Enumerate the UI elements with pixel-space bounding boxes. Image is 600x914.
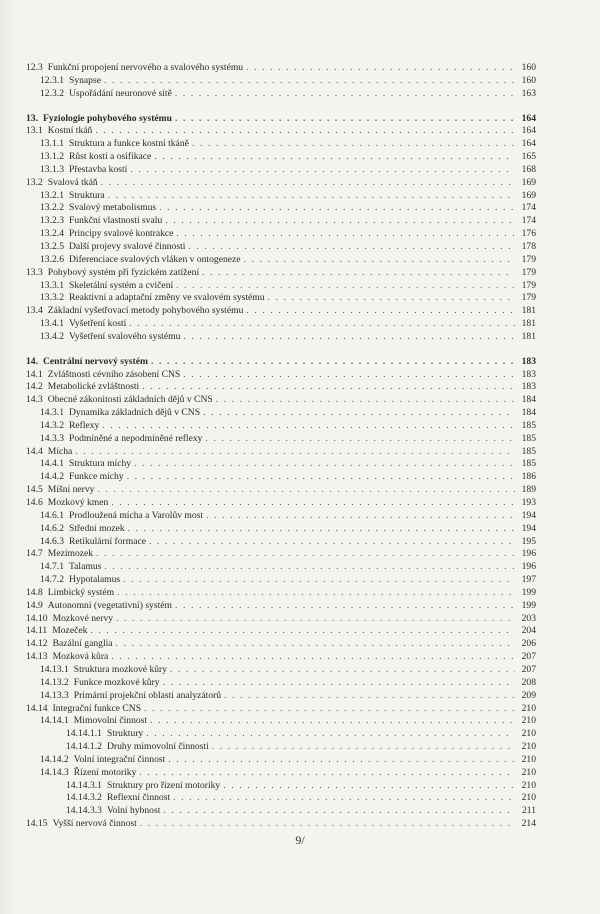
toc-entry-title: Struktura mozkové kůry <box>73 663 168 675</box>
toc-entry-number: 14.10 <box>26 612 48 624</box>
toc-entry-page: 164 <box>521 138 536 150</box>
dot-leader <box>104 561 515 574</box>
toc-entry-number: 14.5 <box>26 484 43 496</box>
toc-entry <box>26 318 536 331</box>
toc-entry <box>26 818 536 831</box>
toc-entry-page: 185 <box>521 445 536 457</box>
dot-leader <box>165 215 515 228</box>
toc-entry-number: 14.3.2 <box>40 419 64 431</box>
toc-entry-number: 12.3.1 <box>40 74 64 86</box>
dot-leader <box>144 703 515 716</box>
toc-entry <box>26 471 536 484</box>
toc-entry-number: 14.13.3 <box>40 689 69 701</box>
dot-leader <box>183 331 515 344</box>
toc-entry-number: 14.14.1 <box>40 715 69 727</box>
toc-entry-title: Dynamika základních dějů v CNS <box>68 407 201 419</box>
toc-entry <box>26 574 536 587</box>
toc-group-12 <box>26 62 536 101</box>
toc-entry <box>26 420 536 433</box>
toc-entry-page: 189 <box>521 484 536 496</box>
toc-entry <box>26 690 536 703</box>
toc-entry-number: 14.3.3 <box>40 432 64 444</box>
toc-entry-title: Základní vyšetřovací metody pohybového systému <box>47 305 244 317</box>
dot-leader <box>212 741 515 754</box>
toc-entry-page: 164 <box>521 112 536 124</box>
dot-leader <box>206 510 515 523</box>
toc-entry-page: 210 <box>521 702 536 714</box>
toc-entry-title: Struktura a funkce kostní tkáně <box>68 138 189 150</box>
toc-entry-number: 14.7 <box>26 548 43 560</box>
toc-entry <box>26 510 536 523</box>
dot-leader <box>192 138 515 151</box>
toc-entry-title: Volní hybnost <box>106 805 161 817</box>
toc-entry <box>26 613 536 626</box>
toc-entry-page: 178 <box>521 240 536 252</box>
toc-entry-title: Uspořádání neuronové sítě <box>68 87 172 99</box>
toc-entry <box>26 280 536 293</box>
toc-entry-number: 14.14.1.2 <box>66 741 102 753</box>
toc-entry <box>26 600 536 613</box>
dot-leader <box>129 318 515 331</box>
toc-entry-title: Mezimozek <box>47 548 94 560</box>
toc-entry-page: 210 <box>521 766 536 778</box>
toc-entry <box>26 703 536 716</box>
dot-leader <box>127 471 515 484</box>
toc-entry-title: Integrační funkce CNS <box>52 702 142 714</box>
dot-leader <box>97 484 515 497</box>
dot-leader <box>150 715 515 728</box>
toc-entry-page: 183 <box>521 381 536 393</box>
toc-entry-page: 206 <box>521 638 536 650</box>
toc-entry <box>26 407 536 420</box>
toc-entry <box>26 433 536 446</box>
toc-entry-number: 14.13.1 <box>40 663 69 675</box>
toc-entry <box>26 728 536 741</box>
toc-entry-title: Diferenciace svalových vláken v ontogeneze <box>68 253 241 265</box>
toc-entry <box>26 523 536 536</box>
dot-leader <box>175 88 515 101</box>
page-number: 9/ <box>295 833 305 847</box>
toc-entry-number: 13.1.1 <box>40 138 64 150</box>
toc-entry <box>26 241 536 254</box>
dot-leader <box>176 280 515 293</box>
toc-entry-title: Další projevy svalové činnosti <box>68 240 186 252</box>
toc-entry-page: 181 <box>521 330 536 342</box>
dot-leader <box>151 356 515 369</box>
toc-entry <box>26 805 536 818</box>
dot-leader <box>163 677 515 690</box>
toc-entry-page: 207 <box>521 651 536 663</box>
toc-entry <box>26 741 536 754</box>
toc-entry-number: 14.14.2 <box>40 753 69 765</box>
toc-entry-page: 185 <box>521 432 536 444</box>
dot-leader <box>176 228 515 241</box>
toc-entry-title: Podmíněné a nepodmíněné reflexy <box>68 432 203 444</box>
dot-leader <box>246 305 515 318</box>
dot-leader <box>163 805 515 818</box>
dot-leader <box>95 125 515 138</box>
toc-entry-number: 12.3 <box>26 62 43 73</box>
toc-entry-page: 183 <box>521 355 536 367</box>
toc-entry-title: Funkce míchy <box>68 471 124 483</box>
toc-entry-page: 194 <box>521 509 536 521</box>
toc-entry-page: 179 <box>521 292 536 304</box>
toc-entry-title: Mimovolní činnost <box>73 715 148 727</box>
toc-entry-number: 13. <box>26 112 38 124</box>
toc-entry-number: 14. <box>26 355 38 367</box>
dot-leader <box>128 523 515 536</box>
toc-entry-number: 14.7.2 <box>40 574 64 586</box>
dot-leader <box>96 548 515 561</box>
toc-entry-number: 13.2.3 <box>40 215 64 227</box>
toc-entry-page: 196 <box>521 548 536 560</box>
toc-entry-title: Reaktivní a adaptační změny ve svalovém systému <box>68 292 265 304</box>
toc-entry-title: Principy svalové kontrakce <box>68 228 174 240</box>
toc-entry <box>26 536 536 549</box>
toc-entry-title: Primární projekční oblasti analyzátorů <box>73 689 222 701</box>
toc-entry-title: Fyziologie pohybového systému <box>43 112 172 124</box>
toc-entry-title: Druhy mimovolní činnosti <box>106 741 209 753</box>
dot-leader <box>168 754 515 767</box>
dot-leader <box>183 369 515 382</box>
dot-leader <box>142 381 515 394</box>
toc-entry-number: 13.4.2 <box>40 330 64 342</box>
toc-entry-title: Zvláštnosti cévního zásobení CNS <box>47 368 181 380</box>
toc-entry <box>26 458 536 471</box>
toc-entry-page: 193 <box>521 497 536 508</box>
toc-group-13 <box>26 113 536 344</box>
toc-entry-page: 168 <box>521 163 536 175</box>
toc-entry <box>26 305 536 318</box>
toc-entry <box>26 267 536 280</box>
toc-entry-number: 12.3.2 <box>40 87 64 99</box>
toc-entry-title: Talamus <box>68 561 102 573</box>
dot-leader <box>268 292 515 305</box>
dot-leader <box>117 587 515 600</box>
toc-entry <box>26 125 536 138</box>
toc-entry-number: 14.3 <box>26 394 43 406</box>
toc-entry-page: 211 <box>521 805 536 817</box>
toc-entry-page: 163 <box>521 87 536 99</box>
dot-leader <box>154 151 515 164</box>
toc-entry-page: 204 <box>521 625 536 637</box>
toc-entry-page: 185 <box>521 419 536 431</box>
toc-entry-number: 14.15 <box>26 818 48 830</box>
toc-entry-page: 184 <box>521 394 536 406</box>
toc-entry <box>26 164 536 177</box>
toc-entry <box>26 446 536 459</box>
toc-entry-page: 197 <box>521 574 536 586</box>
dot-leader <box>130 164 515 177</box>
toc-entry-number: 14.4.2 <box>40 471 64 483</box>
toc-entry-number: 14.8 <box>26 586 43 598</box>
dot-leader <box>149 536 515 549</box>
toc-entry-number: 14.9 <box>26 599 43 611</box>
toc-entry <box>26 254 536 267</box>
toc-entry-title: Obecné zákonitosti základních dějů v CNS <box>47 394 213 406</box>
toc-entry <box>26 587 536 600</box>
toc-entry-title: Funkce mozkové kůry <box>73 676 160 688</box>
toc-entry-title: Centrální nervový systém <box>43 355 148 367</box>
toc-entry-number: 13.2.6 <box>40 253 64 265</box>
dot-leader <box>224 690 515 703</box>
dot-leader <box>123 574 515 587</box>
toc-entry-number: 13.1 <box>26 125 43 137</box>
toc-entry <box>26 138 536 151</box>
toc-entry-page: 181 <box>521 305 536 317</box>
toc-entry-title: Mozeček <box>52 625 88 637</box>
toc-entry-page: 160 <box>521 62 536 73</box>
toc-entry-page: 199 <box>521 586 536 598</box>
toc-entry-page: 209 <box>521 689 536 701</box>
toc-entry-number: 14.14.3.2 <box>66 792 102 804</box>
toc-entry <box>26 677 536 690</box>
toc-entry-number: 13.2.2 <box>40 202 64 214</box>
toc-entry-page: 169 <box>521 176 536 188</box>
toc-entry-number: 13.4 <box>26 305 43 317</box>
toc-entry <box>26 292 536 305</box>
dot-leader <box>108 190 515 203</box>
dot-leader <box>202 267 515 280</box>
toc-entry-page: 179 <box>521 266 536 278</box>
toc-entry-number: 14.6.3 <box>40 535 64 547</box>
toc-entry-title: Hypotalamus <box>68 574 121 586</box>
toc-entry-title: Kostní tkáň <box>47 125 93 137</box>
toc-entry <box>26 780 536 793</box>
toc-entry <box>26 177 536 190</box>
dot-leader <box>101 177 515 190</box>
toc-entry <box>26 151 536 164</box>
toc-gap <box>26 344 536 356</box>
toc-entry-number: 13.4.1 <box>40 318 64 330</box>
toc-entry <box>26 62 536 75</box>
toc-entry-number: 14.7.1 <box>40 561 64 573</box>
toc-entry-title: Přestavba kostí <box>68 163 128 175</box>
toc-group-14 <box>26 356 536 831</box>
toc-entry-title: Reflexní činnost <box>106 792 171 804</box>
toc-entry-number: 14.3.1 <box>40 407 64 419</box>
toc-entry-number: 13.1.2 <box>40 151 64 163</box>
toc-entry-title: Skeletální systém a cvičení <box>68 279 174 291</box>
dot-leader <box>102 420 515 433</box>
toc-entry-title: Reflexy <box>68 419 100 431</box>
toc-entry-page: 183 <box>521 368 536 380</box>
toc-entry-title: Struktury <box>106 728 144 740</box>
toc-entry-page: 210 <box>521 715 536 727</box>
toc-entry-page: 210 <box>521 728 536 740</box>
dot-leader <box>111 497 515 510</box>
toc-entry <box>26 394 536 407</box>
toc-entry-number: 13.2.1 <box>40 189 64 201</box>
dot-leader <box>146 728 515 741</box>
toc-entry-number: 14.14.3.1 <box>66 779 102 791</box>
toc-entry-title: Vyšší nervová činnost <box>52 818 137 830</box>
dot-leader <box>139 767 515 780</box>
toc-entry-number: 14.4.1 <box>40 458 64 470</box>
toc-entry <box>26 792 536 805</box>
toc-entry-title: Míšní nervy <box>47 484 95 496</box>
dot-leader <box>140 818 515 831</box>
toc-entry <box>26 228 536 241</box>
toc-entry <box>26 664 536 677</box>
dot-leader <box>244 254 515 267</box>
toc-entry-title: Mozková kůra <box>52 651 109 663</box>
toc-entry-number: 14.2 <box>26 381 43 393</box>
toc-entry-page: 165 <box>521 151 536 163</box>
toc-entry-page: 210 <box>521 741 536 753</box>
toc-entry-title: Vyšetření svalového systému <box>68 330 181 342</box>
toc-entry-title: Struktura míchy <box>68 458 132 470</box>
toc-entry-title: Limbický systém <box>47 586 115 598</box>
toc-entry-page: 174 <box>521 202 536 214</box>
toc-entry-title: Struktury pro řízení motoriky <box>106 779 221 791</box>
dot-leader <box>216 394 515 407</box>
toc-entry-title: Bazální ganglia <box>52 638 113 650</box>
toc-entry <box>26 638 536 651</box>
toc-entry-title: Růst kostí a osifikace <box>68 151 152 163</box>
toc-entry-title: Autonomní (vegetativní) systém <box>47 599 172 611</box>
toc-entry-page: 214 <box>521 818 536 830</box>
toc-entry-number: 14.13 <box>26 651 48 663</box>
toc-entry-page: 185 <box>521 458 536 470</box>
toc-entry-title: Střední mozek <box>68 522 125 534</box>
table-of-contents <box>26 62 536 831</box>
dot-leader <box>223 780 515 793</box>
toc-entry-number: 14.6.1 <box>40 509 64 521</box>
toc-entry <box>26 715 536 728</box>
toc-entry-number: 14.1 <box>26 368 43 380</box>
toc-entry-page: 181 <box>521 318 536 330</box>
toc-entry-page: 160 <box>521 74 536 86</box>
dot-leader <box>116 638 515 651</box>
toc-entry-title: Volní integrační činnost <box>73 753 166 765</box>
toc-entry <box>26 113 536 126</box>
toc-entry <box>26 548 536 561</box>
toc-entry-number: 13.2.4 <box>40 228 64 240</box>
toc-entry-title: Pohybový systém při fyzickém zatížení <box>47 266 200 278</box>
toc-entry <box>26 356 536 369</box>
toc-entry <box>26 190 536 203</box>
toc-entry-title: Mícha <box>47 445 73 457</box>
dot-leader <box>188 241 515 254</box>
toc-entry-title: Svalová tkáň <box>47 176 98 188</box>
dot-leader <box>134 458 515 471</box>
dot-leader <box>90 625 515 638</box>
dot-leader <box>205 433 515 446</box>
toc-entry-page: 169 <box>521 189 536 201</box>
toc-entry-page: 195 <box>521 535 536 547</box>
toc-entry-title: Funkční vlastnosti svalu <box>68 215 163 227</box>
toc-entry-title: Mozkový kmen <box>47 497 109 508</box>
toc-entry-title: Mozkové nervy <box>52 612 114 624</box>
toc-entry-number: 14.6 <box>26 497 43 508</box>
toc-entry-title: Synapse <box>68 74 101 86</box>
toc-entry <box>26 561 536 574</box>
toc-entry <box>26 202 536 215</box>
toc-entry-title: Struktura <box>68 189 105 201</box>
dot-leader <box>159 202 515 215</box>
toc-entry-page: 207 <box>521 663 536 675</box>
toc-entry <box>26 75 536 88</box>
toc-entry-page: 210 <box>521 779 536 791</box>
dot-leader <box>175 600 515 613</box>
toc-entry-number: 14.12 <box>26 638 48 650</box>
dot-leader <box>173 792 515 805</box>
toc-entry-page: 186 <box>521 471 536 483</box>
toc-entry <box>26 767 536 780</box>
toc-entry-number: 13.3.2 <box>40 292 64 304</box>
toc-entry-number: 13.3.1 <box>40 279 64 291</box>
toc-entry-page: 208 <box>521 676 536 688</box>
toc-entry <box>26 625 536 638</box>
toc-entry-title: Svalový metabolismus <box>68 202 157 214</box>
toc-entry <box>26 754 536 767</box>
dot-leader <box>116 613 515 626</box>
dot-leader <box>170 664 515 677</box>
toc-entry-title: Vyšetření kostí <box>68 318 127 330</box>
toc-entry-page: 174 <box>521 215 536 227</box>
toc-entry-page: 203 <box>521 612 536 624</box>
dot-leader <box>246 62 515 75</box>
toc-entry-page: 179 <box>521 253 536 265</box>
toc-entry <box>26 484 536 497</box>
toc-entry-page: 176 <box>521 228 536 240</box>
toc-entry-number: 14.14.3.3 <box>66 805 102 817</box>
toc-entry-number: 14.14.1.1 <box>66 728 102 740</box>
dot-leader <box>75 446 515 459</box>
toc-entry-number: 13.2 <box>26 176 43 188</box>
toc-entry-title: Řízení motoriky <box>73 766 137 778</box>
toc-entry-page: 196 <box>521 561 536 573</box>
toc-entry-page: 210 <box>521 792 536 804</box>
toc-entry <box>26 88 536 101</box>
toc-entry-page: 164 <box>521 125 536 137</box>
toc-entry-title: Retikulární formace <box>68 535 146 547</box>
toc-gap <box>26 101 536 113</box>
toc-entry-page: 194 <box>521 522 536 534</box>
toc-entry <box>26 369 536 382</box>
dot-leader <box>175 113 515 126</box>
toc-entry-title: Funkční propojení nervového a svalového systému <box>47 62 244 73</box>
toc-entry <box>26 651 536 664</box>
toc-entry-number: 14.14 <box>26 702 48 714</box>
toc-entry-number: 14.4 <box>26 445 43 457</box>
toc-entry-number: 14.11 <box>26 625 48 637</box>
dot-leader <box>104 75 515 88</box>
toc-entry-page: 179 <box>521 279 536 291</box>
toc-entry <box>26 331 536 344</box>
toc-entry-title: Prodloužená mícha a Varolův most <box>68 509 204 521</box>
toc-entry <box>26 381 536 394</box>
toc-entry-number: 14.13.2 <box>40 676 69 688</box>
toc-entry <box>26 497 536 510</box>
toc-entry-number: 13.1.3 <box>40 163 64 175</box>
toc-entry-number: 13.3 <box>26 266 43 278</box>
toc-entry-page: 199 <box>521 599 536 611</box>
toc-entry-number: 13.2.5 <box>40 240 64 252</box>
toc-entry-page: 210 <box>521 753 536 765</box>
toc-entry-number: 14.6.2 <box>40 522 64 534</box>
toc-entry-page: 184 <box>521 407 536 419</box>
dot-leader <box>111 651 515 664</box>
dot-leader <box>203 407 515 420</box>
toc-entry-number: 14.14.3 <box>40 766 69 778</box>
toc-entry-title: Metabolické zvláštnosti <box>47 381 140 393</box>
toc-entry <box>26 215 536 228</box>
